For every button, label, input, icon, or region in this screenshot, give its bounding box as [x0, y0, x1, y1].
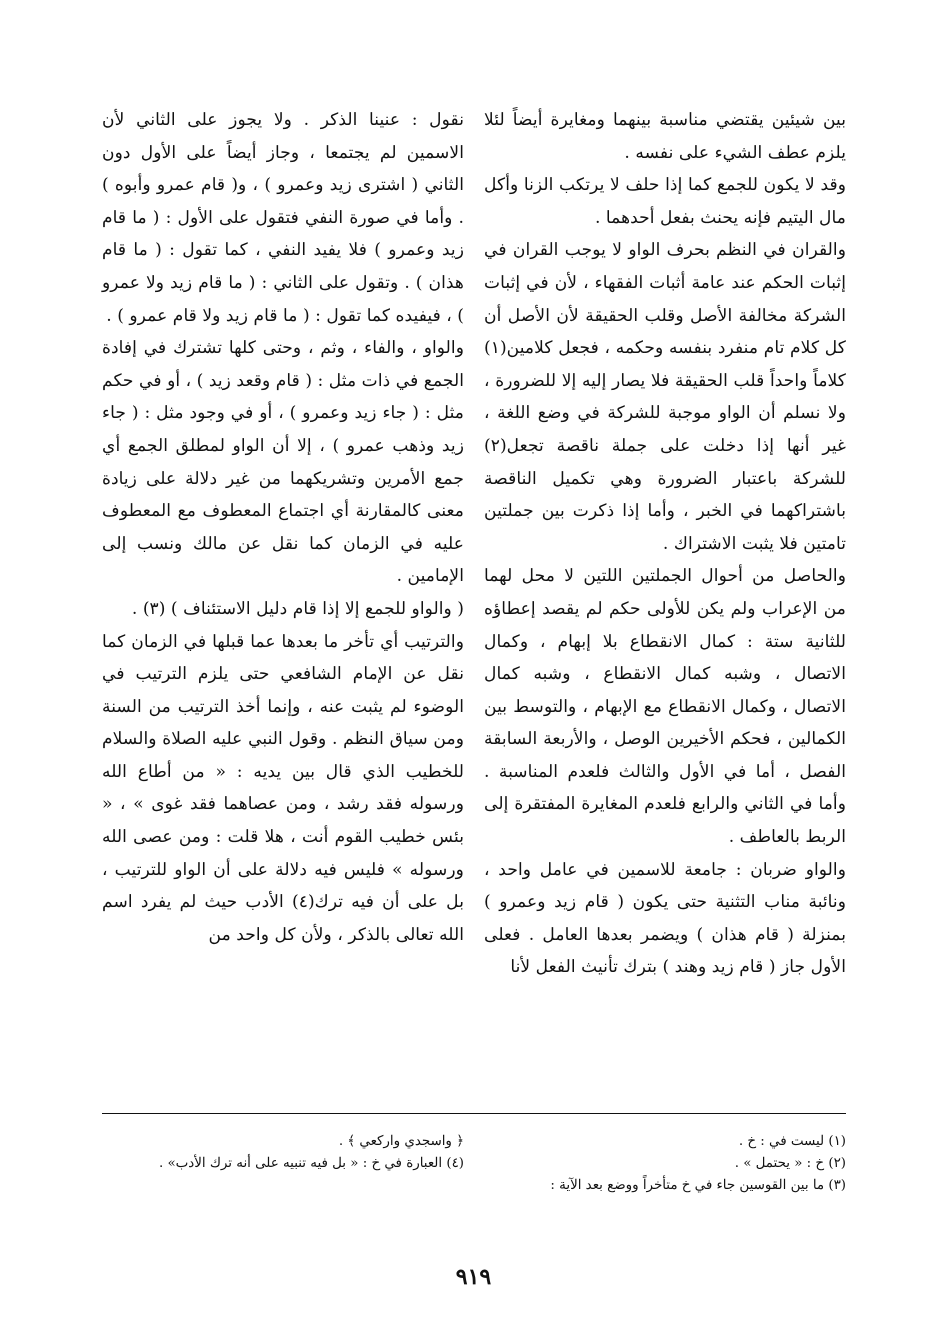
footnote: ﴿ واسجدي واركعي ﴾ .	[338, 1134, 464, 1149]
paragraph: والترتيب أي تأخر ما بعدها عما قبلها في الزمان كما نقل عن الإمام الشافعي حتى يلزم الترتيب في الوضوء لم يثبت عنه ، وإنما أخذ الترتيب من السنة ومن سياق النظم . وقول النبي عليه الصلاة والسلام للخطيب الذي قال بين يديه : « من أطاع الله ورسوله فقد رشد ، ومن عصاهما فقد غوى » ، « بئس خطيب القوم أنت ، هلا قلت : ومن عصى الله ورسوله » فليس فيه دلالة على أن الواو للترتيب ، بل على أن فيه ترك(٤) الأدب حيث لم يفرد اسم الله تعالى بالذكر ، ولأن كل واحد من	[102, 631, 464, 945]
footnote: (١) ليست في : خ .	[738, 1134, 846, 1149]
paragraph: والواو ، والفاء ، وثم ، وحتى كلها تشترك في إفادة الجمع في ذات مثل : ( قام وقعد زيد ) ، أو في حكم مثل : ( جاء زيد وعمرو ) ، أو في وجود مثل : ( جاء زيد وذهب عمرو ) ، إلا أن الواو لمطلق الجمع أي جمع الأمرين وتشريكهما من غير دلالة على زيادة معنى كالمقارنة أي اجتماع المعطوف مع المعطوف عليه في الزمان كما نقل عن مالك ونسب إلى الإمامين .	[102, 338, 464, 587]
left-text-column	[102, 104, 464, 951]
paragraph: والواو ضربان : جامعة للاسمين في عامل واحد ، ونائبة مناب التثنية حتى يكون ( قام زيد وعمرو ) بمنزلة ( قام هذان ) ويضمر بعدها العامل . فعلى الأول جاز ( قام زيد وهند ) بترك تأنيث الفعل لأنا	[484, 859, 846, 978]
footnote: (٤) العبارة في خ : « بل فيه تنبيه على أنه ترك الأدب» .	[158, 1156, 464, 1171]
right-text-column	[484, 104, 846, 984]
footnote-divider	[102, 1113, 846, 1114]
footnote: (٢) خ : « يحتمل » .	[734, 1156, 846, 1171]
paragraph: بين شيئين يقتضي مناسبة بينهما ومغايرة أيضاً لئلا يلزم عطف الشيء على نفسه .	[484, 110, 846, 163]
paragraph: ( والواو للجمع إلا إذا قام دليل الاستئناف ) (٣) .	[131, 598, 464, 619]
page-number: ٩١٩	[455, 1264, 492, 1290]
paragraph: والقران في النظم بحرف الواو لا يوجب القران في إثبات الحكم عند عامة أثبات الفقهاء ، لأن في إثبات الشركة مخالفة الأصل وقلب الحقيقة لأن الأصل أن كل كلام تام منفرد بنفسه وحكمه ، فجعل كلامين(١) كلاماً واحداً قلب الحقيقة فلا يصار إليه إلا للضرورة ، ولا نسلم أن الواو موجبة للشركة في وضع اللغة ، غير أنها إذا دخلت على جملة ناقصة تجعل(٢) للشركة باعتبار الضرورة وهي تكميل الناقصة باشتراكهما في الخبر ، وأما إذا ذكرت بين جملتين تامتين فلا يثبت الاشتراك .	[484, 240, 846, 554]
footnotes-right	[430, 1131, 846, 1197]
paragraph: وقد لا يكون للجمع كما إذا حلف لا يرتكب الزنا وأكل مال اليتيم فإنه يحنث بفعل أحدهما .	[484, 175, 846, 228]
paragraph: نقول : عنينا الذكر . ولا يجوز على الثاني لأن الاسمين لم يجتمعا ، وجاز أيضاً على الأول دون الثاني ( اشترى زيد وعمرو ) ، و( قام عمرو وأبوه ) . وأما في صورة النفي فتقول على الأول : ( ما قام زيد وعمرو ) فلا يفيد النفي ، كما تقول : ( ما قام هذان ) . وتقول على الثاني : ( ما قام زيد ولا عمرو ) ، فيفيده كما تقول : ( ما قام زيد ولا قام عمرو ) .	[102, 110, 464, 326]
paragraph: والحاصل من أحوال الجملتين اللتين لا محل لهما من الإعراب ولم يكن للأولى حكم لم يقصد إعطاؤه للثانية ستة : كمال الانقطاع بلا إبهام ، وكمال الاتصال ، وشبه كمال الانقطاع ، وشبه كمال الاتصال ، وكمال الانقطاع مع الإبهام ، والتوسط بين الكمالين ، فحكم الأخيرين الوصل ، والأربعة السابقة الفصل ، أما في الأول والثالث فلعدم المناسبة . وأما في الثاني والرابع فلعدم المغايرة المفتقرة إلى الربط بالعاطف .	[484, 566, 846, 848]
footnote: (٣) ما بين القوسين جاء في خ متأخراً ووضع بعد الآية :	[550, 1178, 846, 1193]
footnotes-left	[102, 1131, 464, 1175]
